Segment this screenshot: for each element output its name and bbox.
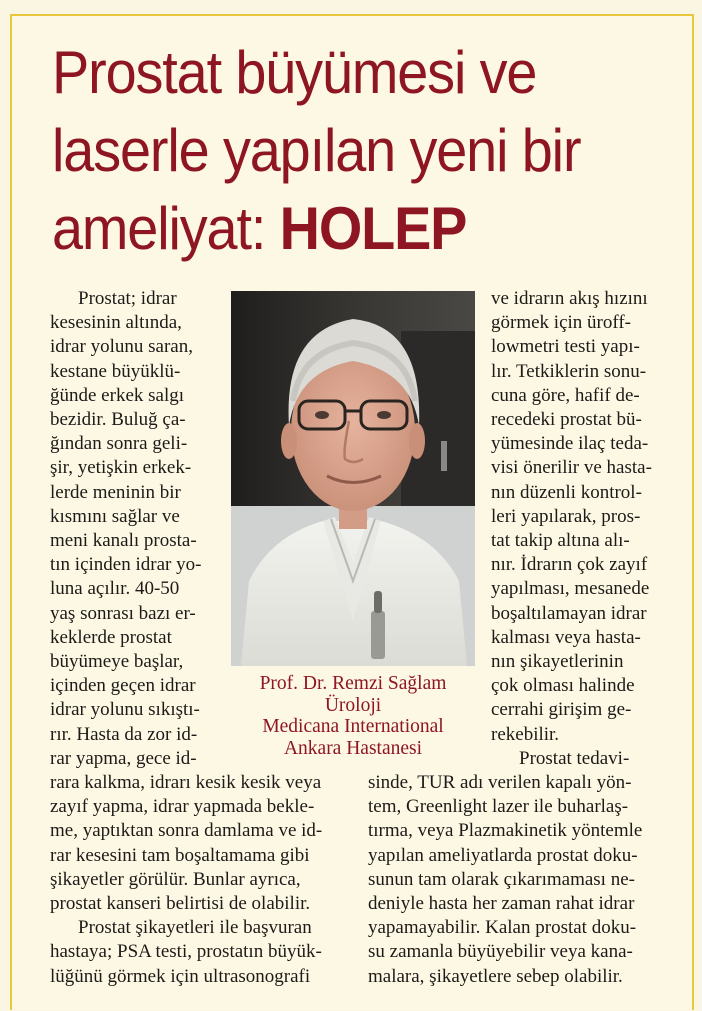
text-line: yümesinde ilaç teda- [491,433,649,455]
text-line: kestane büyüklü- [50,360,181,382]
text-line: rır. Hasta da zor id- [50,723,198,745]
bottom-right-column-text [368,771,693,989]
text-line: ğünde erkek salgı [50,384,185,406]
text-line: rekebilir. [491,723,560,745]
right-column-text [491,287,691,771]
text-line: recedeki prostat bü- [491,409,642,431]
text-line: tat takip altına alı- [491,530,630,552]
text-line: büyümeye başlar, [50,651,184,673]
bottom-left-column-text [50,771,360,989]
text-line: meni kanalı prosta- [50,530,197,552]
text-line: kesesinin altında, [50,312,182,334]
text-line: yapılan ameliyatlarda prostat doku- [368,844,638,866]
text-line: cerrahi girişim ge- [491,699,632,721]
doctor-portrait-photo [231,291,475,666]
left-column-text [50,287,230,771]
headline-holep: HOLEP [279,195,467,262]
headline-line-3-regular: ameliyat: [52,195,280,262]
text-line: luna açılır. 40-50 [50,578,180,600]
text-line: rar yapma, gece id- [50,747,197,769]
text-line: yapamayabilir. Kalan prostat doku- [368,917,637,939]
caption-department: Üroloji [324,694,382,716]
text-line: hastaya; PSA testi, prostatın büyük- [50,941,322,963]
text-line: boşaltılamayan idrar [491,602,647,624]
text-line: nır. İdrarın çok zayıf [491,554,648,576]
text-line: sunun tam olarak çıkarımaması ne- [368,868,635,890]
text-line: cuna göre, hafif de- [491,384,640,406]
text-line: Prostat; idrar [78,288,177,309]
text-line: içinden geçen idrar [50,675,196,697]
caption-hospital-line-1: Medicana International [262,716,444,737]
text-line: deniyle hasta her zaman rahat idrar [368,893,635,915]
text-line: rara kalkma, idrarı kesik kesik veya [50,772,322,793]
text-line: kalması veya hasta- [491,626,641,648]
article-headline [52,34,647,268]
text-line: su zamanla büyüyebilir veya kana- [368,941,633,963]
text-line: idrar yolunu sıkıştı- [50,699,200,721]
text-line: görmek için üroff- [491,312,631,334]
caption-hospital-line-2: Ankara Hastanesi [283,737,423,759]
caption-name: Prof. Dr. Remzi Sağlam [259,673,447,694]
text-line: lır. Tetkiklerin sonu- [491,360,647,382]
headline-line-2: laserle yapılan yeni bir [52,117,581,184]
headline-line-1: Prostat büyümesi ve [52,39,537,106]
text-line: tem, Greenlight lazer ile buharlaş- [368,796,629,818]
text-line: keklerde prostat [50,626,172,648]
text-line: malara, şikayetlere sebep olabilir. [368,965,623,987]
text-line: sinde, TUR adı verilen kapalı yön- [368,772,632,793]
text-line: ve idrarın akış hızını [491,288,648,309]
text-line: zayıf yapma, idrar yapmada bekle- [50,796,315,818]
text-line: tın içinden idrar yo- [50,554,202,576]
text-line: idrar yolunu saran, [50,336,193,358]
text-line: çok olması halinde [491,675,635,697]
text-line: rar kesesini tam boşaltamama gibi [50,844,310,866]
text-line: Prostat şikayetleri ile başvuran [78,917,312,939]
text-line: lerde meninin bir [50,481,181,503]
text-line: lowmetri testi yapı- [491,336,640,358]
text-line: Prostat tedavi- [519,747,630,769]
photo-caption [232,673,474,759]
text-line: nın düzenli kontrol- [491,481,642,503]
headline-line-3 [52,190,647,268]
text-line: şikayetler görülür. Bunlar ayrıca, [50,868,301,890]
text-line: yaş sonrası bazı er- [50,602,196,624]
text-line: leri yapılarak, pros- [491,505,641,527]
text-line: şir, yetişkin erkek- [50,457,192,479]
text-line: yapılması, mesanede [491,578,650,600]
text-line: ğından sonra geli- [50,433,188,455]
text-line: lüğünü görmek için ultrasonografi [50,965,311,987]
text-line: kısmını sağlar ve [50,505,180,527]
text-line: nın şikayetlerinin [491,651,624,673]
text-line: me, yaptıktan sonra damlama ve id- [50,820,323,842]
text-line: bezidir. Buluğ ça- [50,409,186,431]
text-line: tırma, veya Plazmakinetik yöntemle [368,820,643,842]
text-line: visi önerilir ve hasta- [491,457,652,479]
text-line: prostat kanseri belirtisi de olabilir. [50,893,311,915]
